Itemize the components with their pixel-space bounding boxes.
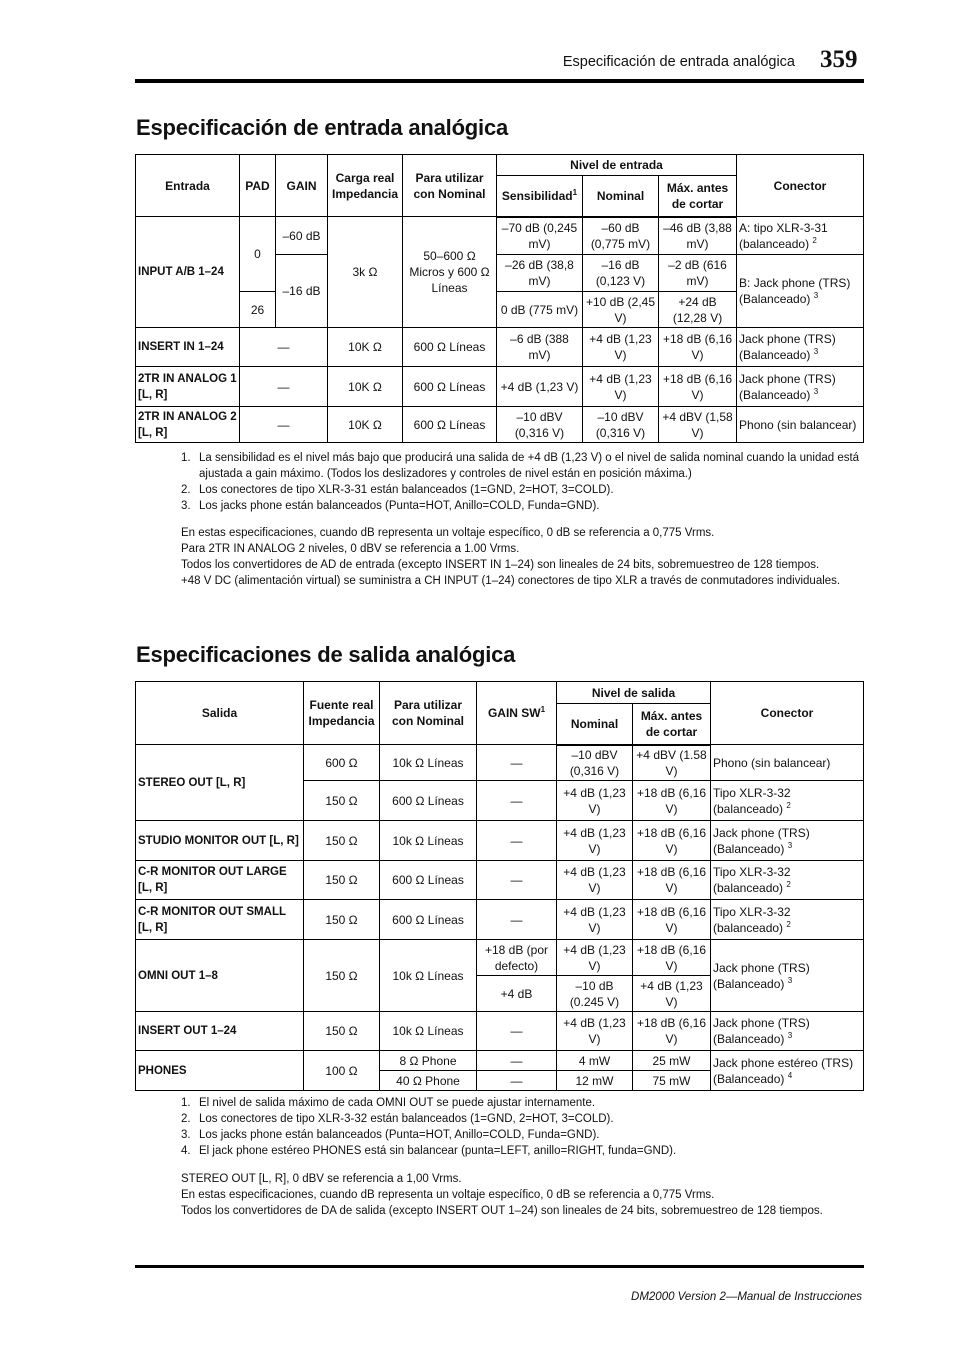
col-sensibilidad: Sensibilidad$^1$ — [497, 176, 583, 217]
nominal-value: +4 dB (1,23 V) — [583, 367, 659, 407]
sens-value: 0 dB (775 mV) — [497, 292, 583, 328]
use-value: 40 Ω Phone — [380, 1071, 477, 1091]
max-value: +18 dB (6,16 V) — [633, 900, 711, 940]
pad-gain-value: — — [240, 328, 328, 367]
gain-sw-value: +4 dB — [477, 976, 557, 1012]
connector-value: Jack phone (TRS) (Balanceado) $^3$ — [711, 1012, 864, 1051]
use-value: 10k Ω Líneas — [380, 821, 477, 861]
use-value: 10k Ω Líneas — [380, 940, 477, 1012]
pad-gain-value: — — [240, 367, 328, 407]
max-value: +18 dB (6,16 V) — [659, 367, 737, 407]
max-value: +24 dB (12,28 V) — [659, 292, 737, 328]
sens-value: –6 dB (388 mV) — [497, 328, 583, 367]
connector-value: Jack phone (TRS) (Balanceado) $^3$ — [711, 940, 864, 1012]
gain-sw-value: — — [477, 745, 557, 781]
nominal-value: +4 dB (1,23 V) — [557, 940, 633, 976]
use-value: 600 Ω Líneas — [403, 367, 497, 407]
output-notes-paragraphs — [181, 1171, 863, 1219]
table-row — [136, 861, 864, 900]
col-fuente: Fuente real Impedancia — [304, 682, 380, 745]
col-nominal-use: Para utilizar con Nominal — [403, 155, 497, 217]
nominal-value: –10 dB (0.245 V) — [557, 976, 633, 1012]
col-nivel-entrada: Nivel de entrada — [497, 155, 737, 176]
col-conector: Conector — [711, 682, 864, 745]
table-row — [136, 900, 864, 940]
impedance-value: 150 Ω — [304, 781, 380, 821]
col-pad: PAD — [240, 155, 276, 217]
table-row — [136, 745, 864, 781]
max-value: +18 dB (6,16 V) — [633, 861, 711, 900]
gain-sw-value: — — [477, 1051, 557, 1071]
nominal-value: 12 mW — [557, 1071, 633, 1091]
running-header: Especificación de entrada analógica — [562, 54, 795, 70]
row-label: C-R MONITOR OUT SMALL [L, R] — [136, 900, 304, 940]
table-row — [136, 217, 864, 255]
use-value: 600 Ω Líneas — [380, 861, 477, 900]
nominal-value: +4 dB (1,23 V) — [583, 328, 659, 367]
col-salida: Salida — [136, 682, 304, 745]
footnote: 1. La sensibilidad es el nivel más bajo que producirá una salida de +4 dB (1,23 V) o el nivel de salida nominal cuando la unidad está ajustada a gain máximo. (Todos los deslizadores y controles de nivel están en posición máxima.) — [181, 452, 860, 480]
sens-value: –26 dB (38,8 mV) — [497, 255, 583, 292]
row-label: C-R MONITOR OUT LARGE [L, R] — [136, 861, 304, 900]
col-nivel-salida: Nivel de salida — [557, 682, 711, 704]
use-value: 600 Ω Líneas — [380, 781, 477, 821]
connector-value: Tipo XLR-3-32 (balanceado) $^2$ — [711, 900, 864, 940]
max-value: +4 dBV (1.58 V) — [633, 745, 711, 781]
gain-sw-value: — — [477, 781, 557, 821]
col-gain: GAIN — [276, 155, 328, 217]
gain-sw-value: — — [477, 821, 557, 861]
footnote: 2. Los conectores de tipo XLR-3-31 están balanceados (1=GND, 2=HOT, 3=COLD). — [181, 484, 614, 496]
table-row — [136, 1012, 864, 1051]
impedance-value: 10K Ω — [328, 328, 403, 367]
col-carga: Carga real Impedancia — [328, 155, 403, 217]
connector-value: Jack phone (TRS) (Balanceado) $^3$ — [711, 821, 864, 861]
input-spec-table — [135, 154, 864, 443]
row-label: INPUT A/B 1–24 — [136, 217, 240, 328]
nominal-value: 4 mW — [557, 1051, 633, 1071]
max-value: +18 dB (6,16 V) — [633, 821, 711, 861]
paragraph: Todos los convertidores de DA de salida (excepto INSERT OUT 1–24) son lineales de 24 bits, sobremuestreo de 128 tiempos. — [181, 1205, 823, 1217]
paragraph: En estas especificaciones, cuando dB representa un voltaje específico, 0 dB se referencia a 0,775 Vrms. — [181, 527, 715, 539]
output-spec-table — [135, 681, 864, 1091]
paragraph: Todos los convertidores de AD de entrada (excepto INSERT IN 1–24) son lineales de 24 bits, sobremuestreo de 128 tiempos. — [181, 559, 820, 571]
impedance-value: 150 Ω — [304, 1012, 380, 1051]
row-label: INSERT IN 1–24 — [136, 328, 240, 367]
row-label: STEREO OUT [L, R] — [136, 745, 304, 821]
gain-sw-value: — — [477, 861, 557, 900]
row-label: 2TR IN ANALOG 2 [L, R] — [136, 407, 240, 443]
page-number: 359 — [820, 46, 858, 73]
connector-value: Tipo XLR-3-32 (balanceado) $^2$ — [711, 781, 864, 821]
table-row — [136, 1051, 864, 1071]
nominal-value: –10 dBV (0,316 V) — [557, 745, 633, 781]
use-value: 10k Ω Líneas — [380, 1012, 477, 1051]
gain-value: –60 dB — [276, 217, 328, 255]
table-row — [136, 821, 864, 861]
input-section-title: Especificación de entrada analógica — [136, 115, 509, 140]
impedance-value: 150 Ω — [304, 821, 380, 861]
max-value: –2 dB (616 mV) — [659, 255, 737, 292]
col-nominal: Nominal — [557, 704, 633, 745]
max-value: +18 dB (6,16 V) — [633, 781, 711, 821]
gain-sw-value: +18 dB (por defecto) — [477, 940, 557, 976]
impedance-value: 100 Ω — [304, 1051, 380, 1091]
row-label: STUDIO MONITOR OUT [L, R] — [136, 821, 304, 861]
nominal-value: +4 dB (1,23 V) — [557, 861, 633, 900]
output-footnotes — [181, 1095, 863, 1159]
pad-gain-value: — — [240, 407, 328, 443]
paragraph: Para 2TR IN ANALOG 2 niveles, 0 dBV se referencia a 1.00 Vrms. — [181, 543, 520, 555]
footnote: 4. El jack phone estéreo PHONES está sin balancear (punta=LEFT, anillo=RIGHT, funda=GND). — [181, 1145, 677, 1157]
use-value: 600 Ω Líneas — [380, 900, 477, 940]
impedance-value: 3k Ω — [328, 217, 403, 328]
impedance-value: 150 Ω — [304, 861, 380, 900]
col-gain-sw: GAIN $SW^1$ — [477, 682, 557, 745]
footnote: 3. Los jacks phone están balanceados (Punta=HOT, Anillo=COLD, Funda=GND). — [181, 1129, 600, 1141]
paragraph: STEREO OUT [L, R], 0 dBV se referencia a 1,00 Vrms. — [181, 1173, 462, 1185]
output-section-title: Especificaciones de salida analógica — [136, 642, 516, 667]
max-value: +4 dB (1,23 V) — [633, 976, 711, 1012]
footnote: 1. El nivel de salida máximo de cada OMNI OUT se puede ajustar internamente. — [181, 1097, 596, 1109]
connector-value: Jack phone (TRS) (Balanceado) $^3$ — [737, 367, 864, 407]
col-nominal: Nominal — [583, 176, 659, 217]
connector-value: Phono (sin balancear) — [737, 407, 864, 443]
row-label: OMNI OUT 1–8 — [136, 940, 304, 1012]
max-value: +18 dB (6,16 V) — [633, 940, 711, 976]
gain-value: –16 dB — [276, 255, 328, 328]
max-value: +18 dB (6,16 V) — [659, 328, 737, 367]
sens-value: +4 dB (1,23 V) — [497, 367, 583, 407]
table-row — [136, 367, 864, 407]
input-footnotes — [181, 450, 863, 514]
use-value: 600 Ω Líneas — [403, 407, 497, 443]
connector-value: Jack phone (TRS) (Balanceado) $^3$ — [737, 328, 864, 367]
max-value: +18 dB (6,16 V) — [633, 1012, 711, 1051]
footnote: 2. Los conectores de tipo XLR-3-32 están balanceados (1=GND, 2=HOT, 3=COLD). — [181, 1113, 614, 1125]
table-row — [136, 328, 864, 367]
input-notes-paragraphs — [181, 525, 863, 589]
impedance-value: 10K Ω — [328, 407, 403, 443]
table-row — [136, 407, 864, 443]
row-label: PHONES — [136, 1051, 304, 1091]
impedance-value: 150 Ω — [304, 940, 380, 1012]
nominal-value: –60 dB (0,775 mV) — [583, 217, 659, 255]
connector-value: A: tipo XLR-3-31 (balanceado) $^2$ — [737, 217, 864, 255]
impedance-value: 10K Ω — [328, 367, 403, 407]
col-entrada: Entrada — [136, 155, 240, 217]
gain-sw-value: — — [477, 1071, 557, 1091]
use-value: 600 Ω Líneas — [403, 328, 497, 367]
gain-sw-value: — — [477, 1012, 557, 1051]
pad-value: 26 — [240, 292, 276, 328]
max-value: 25 mW — [633, 1051, 711, 1071]
footnote: 3. Los jacks phone están balanceados (Punta=HOT, Anillo=COLD, Funda=GND). — [181, 500, 600, 512]
col-nominal-use: Para utilizar con Nominal — [380, 682, 477, 745]
row-label: INSERT OUT 1–24 — [136, 1012, 304, 1051]
connector-value: Tipo XLR-3-32 (balanceado) $^2$ — [711, 861, 864, 900]
table-row — [136, 940, 864, 976]
sens-value: –10 dBV (0,316 V) — [497, 407, 583, 443]
nominal-value: +4 dB (1,23 V) — [557, 1012, 633, 1051]
nominal-value: +4 dB (1,23 V) — [557, 781, 633, 821]
paragraph: +48 V DC (alimentación virtual) se suministra a CH INPUT (1–24) conectores de tipo XLR a través de conmutadores individuales. — [181, 575, 841, 587]
footer-text: DM2000 Version 2—Manual de Instrucciones — [631, 1291, 862, 1303]
col-max: Máx. antes de cortar — [633, 704, 711, 745]
impedance-value: 600 Ω — [304, 745, 380, 781]
nominal-value: +10 dB (2,45 V) — [583, 292, 659, 328]
footer-rule — [135, 1265, 864, 1268]
use-value: 10k Ω Líneas — [380, 745, 477, 781]
col-max: Máx. antes de cortar — [659, 176, 737, 217]
use-value: 50–600 Ω Micros y 600 Ω Líneas — [403, 217, 497, 328]
max-value: 75 mW — [633, 1071, 711, 1091]
nominal-value: +4 dB (1,23 V) — [557, 821, 633, 861]
header-rule — [135, 79, 864, 83]
impedance-value: 150 Ω — [304, 900, 380, 940]
max-value: +4 dBV (1,58 V) — [659, 407, 737, 443]
nominal-value: +4 dB (1,23 V) — [557, 900, 633, 940]
max-value: –46 dB (3,88 mV) — [659, 217, 737, 255]
connector-value: Phono (sin balancear) — [711, 745, 864, 781]
sens-value: –70 dB (0,245 mV) — [497, 217, 583, 255]
nominal-value: –10 dBV (0,316 V) — [583, 407, 659, 443]
connector-value: Jack phone estéreo (TRS) (Balanceado) $^4$ — [711, 1051, 864, 1091]
row-label: 2TR IN ANALOG 1 [L, R] — [136, 367, 240, 407]
use-value: 8 Ω Phone — [380, 1051, 477, 1071]
pad-value: 0 — [240, 217, 276, 292]
nominal-value: –16 dB (0,123 V) — [583, 255, 659, 292]
connector-value: B: Jack phone (TRS) (Balanceado) $^3$ — [737, 255, 864, 328]
col-conector: Conector — [737, 155, 864, 217]
gain-sw-value: — — [477, 900, 557, 940]
paragraph: En estas especificaciones, cuando dB representa un voltaje específico, 0 dB se referencia a 0,775 Vrms. — [181, 1189, 715, 1201]
